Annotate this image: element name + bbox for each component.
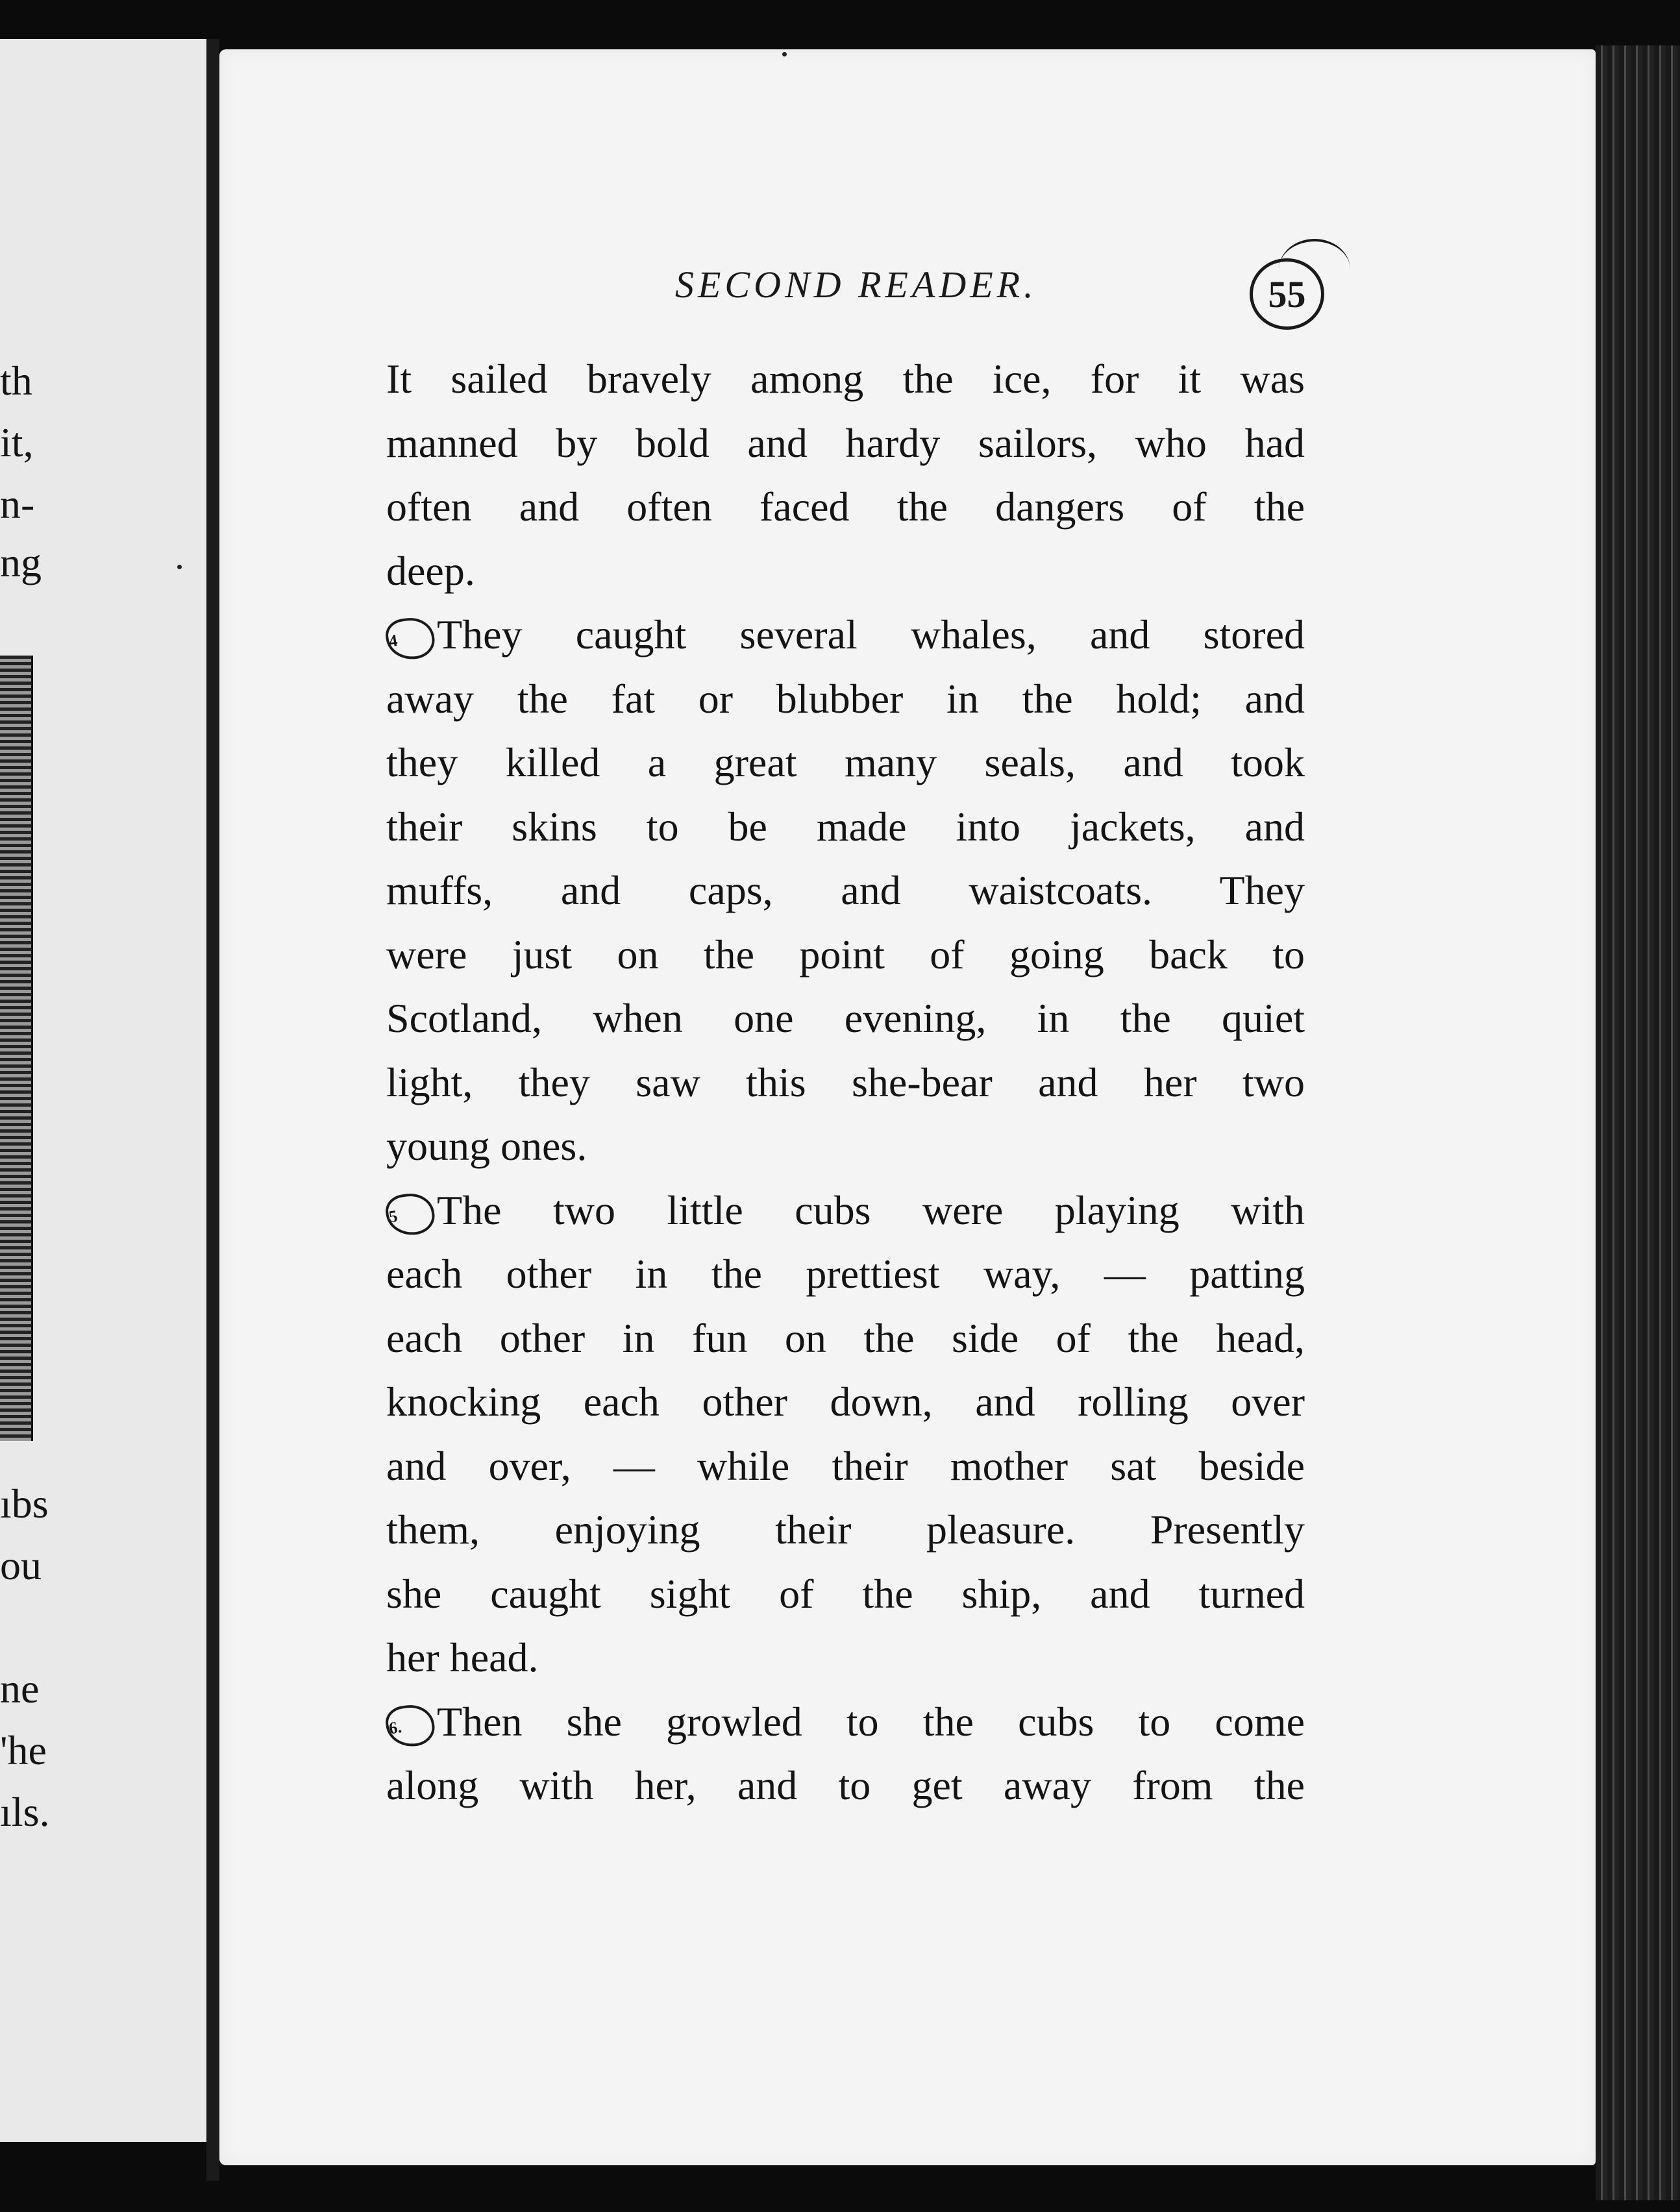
- ink-speck: [177, 565, 182, 569]
- running-head: SECOND READER.: [675, 264, 1037, 306]
- text-line: Scotland, when one evening, in the quiet: [386, 995, 1305, 1041]
- paragraph-number-marker: 6.: [384, 1702, 437, 1750]
- text-line: each other in fun on the side of the head,: [386, 1314, 1305, 1361]
- text-line-content: The two little cubs were playing with: [437, 1186, 1305, 1233]
- text-line: away the fat or blubber in the hold; and: [386, 675, 1305, 722]
- text-line: she caught sight of the ship, and turned: [386, 1570, 1305, 1617]
- left-fragment: ou: [0, 1542, 42, 1588]
- text-line: they killed a great many seals, and took: [386, 739, 1305, 785]
- body-text: [386, 347, 1305, 1818]
- paragraph: [386, 1690, 1305, 1818]
- text-line: along with her, and to get away from the: [386, 1762, 1305, 1808]
- left-fragment: th: [0, 358, 32, 404]
- page-number: 55: [1250, 258, 1324, 330]
- paragraph: [386, 347, 1305, 603]
- text-line: were just on the point of going back to: [386, 931, 1305, 977]
- text-line: often and often faced the dangers of the: [386, 484, 1305, 530]
- left-fragment: ıbs: [0, 1481, 49, 1527]
- text-line: them, enjoying their pleasure. Presently: [386, 1506, 1305, 1553]
- text-line-content: Then she growled to the cubs to come: [437, 1698, 1305, 1745]
- page-stack-edge: [1596, 45, 1680, 2200]
- text-line: [386, 1690, 1305, 1754]
- text-line: each other in the prettiest way, — patting: [386, 1251, 1305, 1297]
- text-line: It sailed bravely among the ice, for it was: [386, 356, 1305, 402]
- text-line: her head.: [386, 1634, 539, 1680]
- text-line: manned by bold and hardy sailors, who had: [386, 419, 1305, 466]
- left-engraving-illustration: [0, 656, 33, 1441]
- text-line: knocking each other down, and rolling over: [386, 1379, 1305, 1425]
- ink-speck: [782, 52, 787, 56]
- book-gutter: [206, 39, 219, 2181]
- left-fragment: ıls.: [0, 1789, 50, 1835]
- text-line: light, they saw this she-bear and her two: [386, 1059, 1305, 1105]
- paragraph-number-marker: 5: [384, 1190, 437, 1238]
- left-fragment: it,: [0, 419, 34, 465]
- text-line-content: They caught several whales, and stored: [437, 611, 1305, 657]
- text-line: deep.: [386, 547, 475, 594]
- paragraph: [386, 603, 1305, 1179]
- left-fragment: 'he: [0, 1727, 47, 1773]
- text-line: their skins to be made into jackets, and: [386, 803, 1305, 850]
- text-line: [386, 1179, 1305, 1243]
- left-fragment: ng: [0, 539, 42, 585]
- left-fragment: n-: [0, 481, 35, 527]
- paragraph: [386, 1179, 1305, 1690]
- text-line: young ones.: [386, 1123, 587, 1169]
- text-line: [386, 603, 1305, 667]
- left-fragment: ne: [0, 1665, 40, 1712]
- paragraph-number-marker: 4: [384, 615, 437, 663]
- left-facing-page: [0, 39, 208, 2142]
- text-line: and over, — while their mother sat beside: [386, 1442, 1305, 1489]
- text-line: muffs, and caps, and waistcoats. They: [386, 867, 1305, 913]
